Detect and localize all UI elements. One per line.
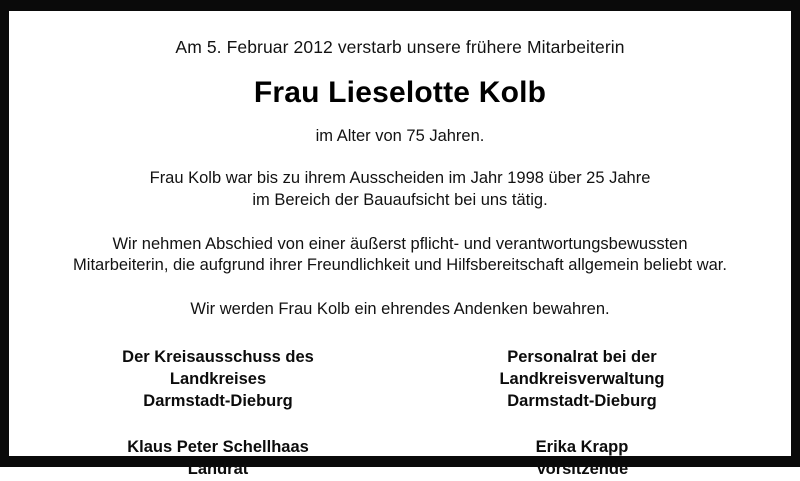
signatory-left-person-name: Klaus Peter Schellhaas	[127, 437, 309, 456]
signatory-right	[427, 347, 737, 481]
signatory-right-person-name: Erika Krapp	[535, 437, 629, 456]
signatories-section	[35, 347, 765, 481]
tribute-paragraph-line-1: Wir nehmen Abschied von einer äußerst pflicht- und verantwortungsbewussten	[112, 234, 688, 253]
signatory-left-org-line-2: Landkreises	[169, 369, 267, 388]
signatory-right-org-line-3: Darmstadt-Dieburg	[507, 391, 657, 410]
signatory-right-org-line-2: Landkreisverwaltung	[499, 369, 665, 388]
career-paragraph	[35, 168, 765, 212]
signatory-left	[63, 347, 373, 481]
career-paragraph-line-1: Frau Kolb war bis zu ihrem Ausscheiden im Jahr 1998 über 25 Jahre	[149, 169, 651, 187]
career-paragraph-line-2: im Bereich der Bauaufsicht bei uns tätig.	[252, 190, 548, 209]
closing-paragraph: Wir werden Frau Kolb ein ehrendes Andenken bewahren.	[190, 300, 610, 319]
age-line: im Alter von 75 Jahren.	[315, 127, 485, 145]
signatory-right-person	[427, 437, 737, 481]
tribute-paragraph	[35, 234, 765, 278]
signatory-right-organization	[427, 347, 737, 413]
signatory-right-org-line-1: Personalrat bei der	[507, 347, 657, 366]
tribute-paragraph-line-2: Mitarbeiterin, die aufgrund ihrer Freundlichkeit und Hilfsbereitschaft allgemein beliebt war.	[73, 256, 727, 275]
signatory-left-person-role: Landrat	[187, 459, 249, 478]
signatory-left-org-line-3: Darmstadt-Dieburg	[143, 391, 293, 410]
signatory-left-person	[63, 437, 373, 481]
intro-line: Am 5. Februar 2012 verstarb unsere frühere Mitarbeiterin	[175, 37, 625, 57]
signatory-right-person-role: Vorsitzende	[535, 459, 629, 478]
deceased-name: Frau Lieselotte Kolb	[253, 76, 547, 109]
signatory-left-org-line-1: Der Kreisausschuss des	[122, 347, 314, 366]
signatory-left-organization	[63, 347, 373, 413]
